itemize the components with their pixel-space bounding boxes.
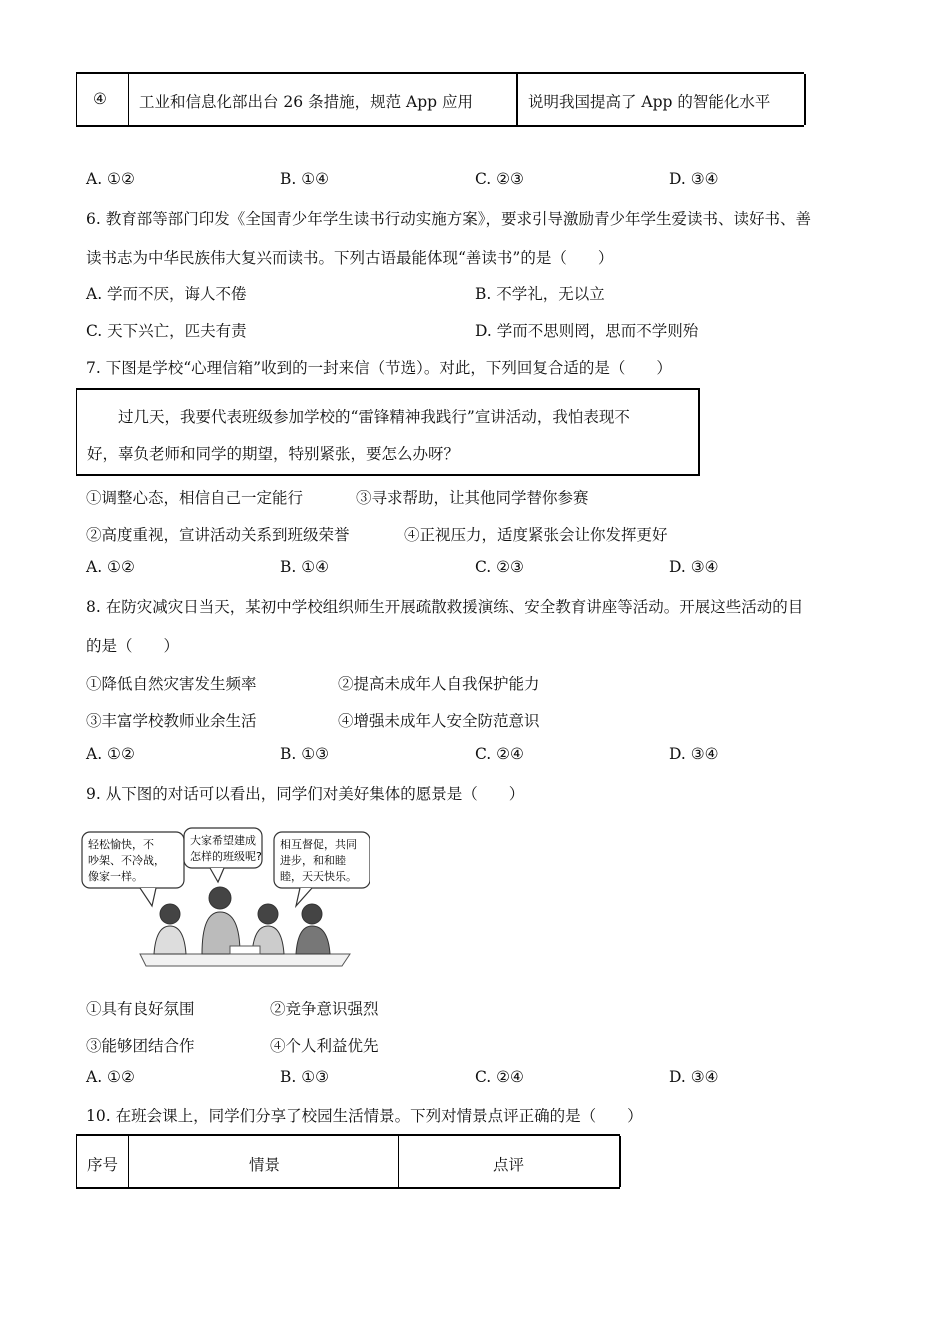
- class-dialogue-illustration: [80, 826, 370, 974]
- book: [230, 946, 260, 954]
- header-cell-number: [76, 1136, 129, 1187]
- q6-option-c: C. 天下兴亡，匹夫有责: [86, 322, 247, 340]
- q8-stem-line1: 8. 在防灾减灾日当天，某初中学校组织师生开展疏散救援演练、安全教育讲座等活动。开展这些活动的目: [86, 598, 804, 616]
- q7-option-d: D. ③④: [669, 558, 719, 576]
- bubble-right-text-1: 相互督促，共同: [280, 838, 357, 851]
- q6-option-d: D. 学而不思则罔，思而不学则殆: [475, 322, 699, 340]
- scenario-table-header: [76, 1134, 620, 1189]
- student-4-head: [302, 904, 322, 924]
- bubble-left-text-2: 吵架、不冷战，: [88, 854, 165, 867]
- q6-option-b: B. 不学礼，无以立: [475, 285, 605, 303]
- q7-stem: 7. 下图是学校“心理信箱”收到的一封来信（节选）。对此，下列回复合适的是（ ）: [86, 359, 672, 377]
- q6-option-a: A. 学而不厌，诲人不倦: [86, 285, 247, 303]
- q9-stem: 9. 从下图的对话可以看出，同学们对美好集体的愿景是（ ）: [86, 785, 525, 803]
- row-event: 工业和信息化部出台 26 条措施，规范 App 应用: [139, 93, 473, 111]
- q7-item-3: ③寻求帮助，让其他同学替你参赛: [356, 489, 589, 507]
- q8-option-c: C. ②④: [475, 745, 524, 763]
- q5-option-a: A. ①②: [86, 170, 135, 188]
- illustration-svg: [80, 826, 370, 974]
- row-comment: 说明我国提高了 App 的智能化水平: [528, 93, 771, 111]
- bubble-left-text-1: 轻松愉快，不: [88, 838, 154, 851]
- letter-line2: 好，辜负老师和同学的期望，特别紧张，要怎么办呀？: [87, 445, 460, 463]
- q5-option-d: D. ③④: [669, 170, 719, 188]
- header-scenario: 情景: [249, 1156, 281, 1174]
- policy-table-row: [76, 72, 804, 127]
- student-2-head: [209, 887, 231, 909]
- student-4-body: [296, 926, 330, 954]
- row-number: ④: [93, 90, 107, 108]
- bubble-mid-text-1: 大家希望建成: [190, 834, 256, 847]
- bubble-right-text-3: 睦，天天快乐。: [280, 870, 357, 883]
- q9-option-b: B. ①③: [280, 1068, 330, 1086]
- header-cell-scenario: [128, 1136, 399, 1187]
- q9-option-a: A. ①②: [86, 1068, 135, 1086]
- table-cell-comment: [516, 74, 806, 125]
- bubble-right-tail: [296, 888, 312, 906]
- table-cell-event: [128, 74, 517, 125]
- q7-item-2: ②高度重视，宣讲活动关系到班级荣誉: [86, 526, 350, 544]
- letter-line1: 过几天，我要代表班级参加学校的“雷锋精神我践行”宣讲活动，我怕表现不: [87, 408, 630, 426]
- q8-option-a: A. ①②: [86, 745, 135, 763]
- q8-item-3: ③丰富学校教师业余生活: [86, 712, 257, 730]
- q8-item-4: ④增强未成年人安全防范意识: [338, 712, 540, 730]
- q10-stem: 10. 在班会课上，同学们分享了校园生活情景。下列对情景点评正确的是（ ）: [86, 1107, 643, 1125]
- header-cell-comment: [398, 1136, 621, 1187]
- q6-stem-line1: 6. 教育部等部门印发《全国青少年学生读书行动实施方案》，要求引导激励青少年学生爱读书、读好书、善: [86, 210, 811, 228]
- q7-option-c: C. ②③: [475, 558, 524, 576]
- table-cell-number: [76, 74, 129, 125]
- bubble-middle-tail: [210, 868, 224, 882]
- desk: [140, 954, 350, 966]
- q7-option-a: A. ①②: [86, 558, 135, 576]
- q9-item-3: ③能够团结合作: [86, 1037, 195, 1055]
- bubble-right-text-2: 进步，和和睦: [280, 854, 346, 867]
- q8-option-d: D. ③④: [669, 745, 719, 763]
- q5-option-b: B. ①④: [280, 170, 330, 188]
- student-3-head: [258, 904, 278, 924]
- q9-option-d: D. ③④: [669, 1068, 719, 1086]
- header-number: 序号: [87, 1156, 119, 1174]
- q7-option-b: B. ①④: [280, 558, 330, 576]
- q9-item-1: ①具有良好氛围: [86, 1000, 195, 1018]
- q9-option-c: C. ②④: [475, 1068, 524, 1086]
- q8-item-2: ②提高未成年人自我保护能力: [338, 675, 540, 693]
- bubble-left-tail: [140, 888, 156, 906]
- q5-option-c: C. ②③: [475, 170, 524, 188]
- q9-item-2: ②竞争意识强烈: [270, 1000, 379, 1018]
- bubble-mid-text-2: 怎样的班级呢?: [190, 850, 262, 863]
- q7-item-4: ④正视压力，适度紧张会让你发挥更好: [404, 526, 668, 544]
- q6-stem-line2: 读书志为中华民族伟大复兴而读书。下列古语最能体现“善读书”的是（ ）: [86, 249, 614, 267]
- q8-stem-line2: 的是（ ）: [86, 637, 180, 655]
- header-comment: 点评: [493, 1156, 525, 1174]
- q8-item-1: ①降低自然灾害发生频率: [86, 675, 257, 693]
- student-1-head: [160, 904, 180, 924]
- q9-item-4: ④个人利益优先: [270, 1037, 379, 1055]
- letter-box: [76, 388, 700, 476]
- q7-item-1: ①调整心态，相信自己一定能行: [86, 489, 304, 507]
- q8-option-b: B. ①③: [280, 745, 330, 763]
- bubble-left-text-3: 像家一样。: [88, 870, 143, 883]
- student-1-body: [154, 926, 186, 954]
